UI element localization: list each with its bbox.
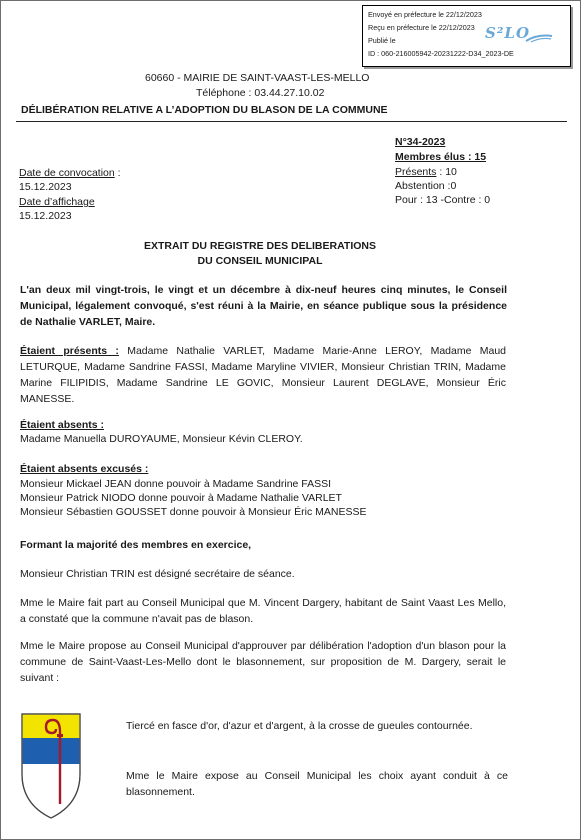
excuse-item: Monsieur Patrick NIODO donne pouvoir à Madame Nathalie VARLET	[20, 492, 342, 504]
stamp-recu: Reçu en préfecture le 22/12/2023	[368, 23, 475, 32]
shield-or-band	[23, 715, 80, 738]
date-convocation-line	[19, 167, 121, 179]
date-convocation-label: Date de convocation	[19, 167, 115, 179]
s2lo-swoosh-icon	[525, 33, 553, 43]
commune-coat-of-arms	[20, 712, 82, 820]
s2lo-logo: S²LO	[485, 24, 531, 42]
date-affichage: 15.12.2023	[19, 210, 72, 222]
majorite-statement: Formant la majorité des membres en exercice,	[20, 539, 252, 551]
vote-result: Pour : 13 -Contre : 0	[395, 194, 491, 206]
paragraph-blason-absence: Mme le Maire fait part au Conseil Municipal que M. Vincent Dargery, habitant de Saint Vaast Les Mello, a constaté que la commune n'avait pas de blason.	[20, 597, 506, 625]
presents-count	[395, 166, 457, 178]
date-affichage-label: Date d’affichage	[19, 196, 95, 208]
paragraph-blason-proposal: Mme le Maire propose au Conseil Municipal d'approuver par délibération l'adoption d'un blason pour la commune de Saint-Vaast-Les-Mello dont le blasonnement, sur proposition de M. Dargery, serait le suivant :	[20, 640, 506, 684]
extrait-subtitle: DU CONSEIL MUNICIPAL	[197, 255, 323, 267]
blasonnement-text: Tiercé en fasce d'or, d'azur et d'argent, à la crosse de gueules contournée.	[126, 720, 473, 732]
absents-label: Étaient absents :	[20, 419, 105, 431]
seance-intro: L'an deux mil vingt-trois, le vingt et un décembre à dix-neuf heures cinq minutes, le Conseil Municipal, légalement convoqué, s'est réuni à la Mairie, en séance publique sous la présidence de Nathalie VARLET, Maire.	[20, 284, 507, 328]
presents-label: Étaient présents :	[20, 345, 119, 357]
stamp-publie: Publié le	[368, 36, 396, 45]
excuse-item: Monsieur Mickael JEAN donne pouvoir à Madame Sandrine FASSI	[20, 478, 332, 490]
stamp-envoye: Envoyé en préfecture le 22/12/2023	[368, 10, 482, 19]
prefecture-stamp	[362, 5, 571, 67]
absents-list: Madame Manuella DUROYAUME, Monsieur Kévin CLEROY.	[20, 433, 303, 445]
abstention-count: Abstention :0	[395, 180, 457, 192]
presents-paragraph	[20, 343, 506, 407]
excuse-item: Monsieur Sébastien GOUSSET donne pouvoir à Monsieur Éric MANESSE	[20, 506, 367, 518]
date-convocation: 15.12.2023	[19, 181, 72, 193]
deliberation-number: N°34-2023	[395, 136, 446, 148]
membres-elus: Membres élus : 15	[395, 151, 487, 163]
deliberation-title: DÉLIBÉRATION RELATIVE A L’ADOPTION DU BLASON DE LA COMMUNE	[21, 104, 388, 116]
shield-azur-band	[23, 738, 80, 764]
paragraph-choix-exposes: Mme le Maire expose au Conseil Municipal les choix ayant conduit à ce blasonnement.	[126, 770, 508, 798]
title-divider	[16, 121, 567, 122]
excuses-label: Étaient absents excusés :	[20, 463, 149, 475]
presents-count-label: Présents	[395, 166, 437, 178]
secretaire-statement: Monsieur Christian TRIN est désigné secrétaire de séance.	[20, 568, 295, 580]
presents-list: Madame Nathalie VARLET, Madame Marie-Anne LEROY, Madame Maud LETURQUE, Madame Sandrine FASSI, Madame Maryline VIVIER, Monsieur Christian TRIN, Madame Marine FILIPIDIS, Madame Sandrine LE GOVIC, Monsieur Laurent DEGLAVE, Monsieur Éric MANESSE.	[20, 345, 507, 405]
stamp-id: ID : 060-216005942-20231222-D34_2023-DE	[368, 49, 514, 58]
extrait-title: EXTRAIT DU REGISTRE DES DELIBERATIONS	[144, 240, 376, 252]
mairie-address: 60660 - MAIRIE DE SAINT-VAAST-LES-MELLO	[145, 72, 370, 84]
date-convocation-sep: :	[114, 167, 121, 179]
presents-count-value: : 10	[436, 166, 457, 178]
mairie-telephone: Téléphone : 03.44.27.10.02	[196, 87, 325, 99]
